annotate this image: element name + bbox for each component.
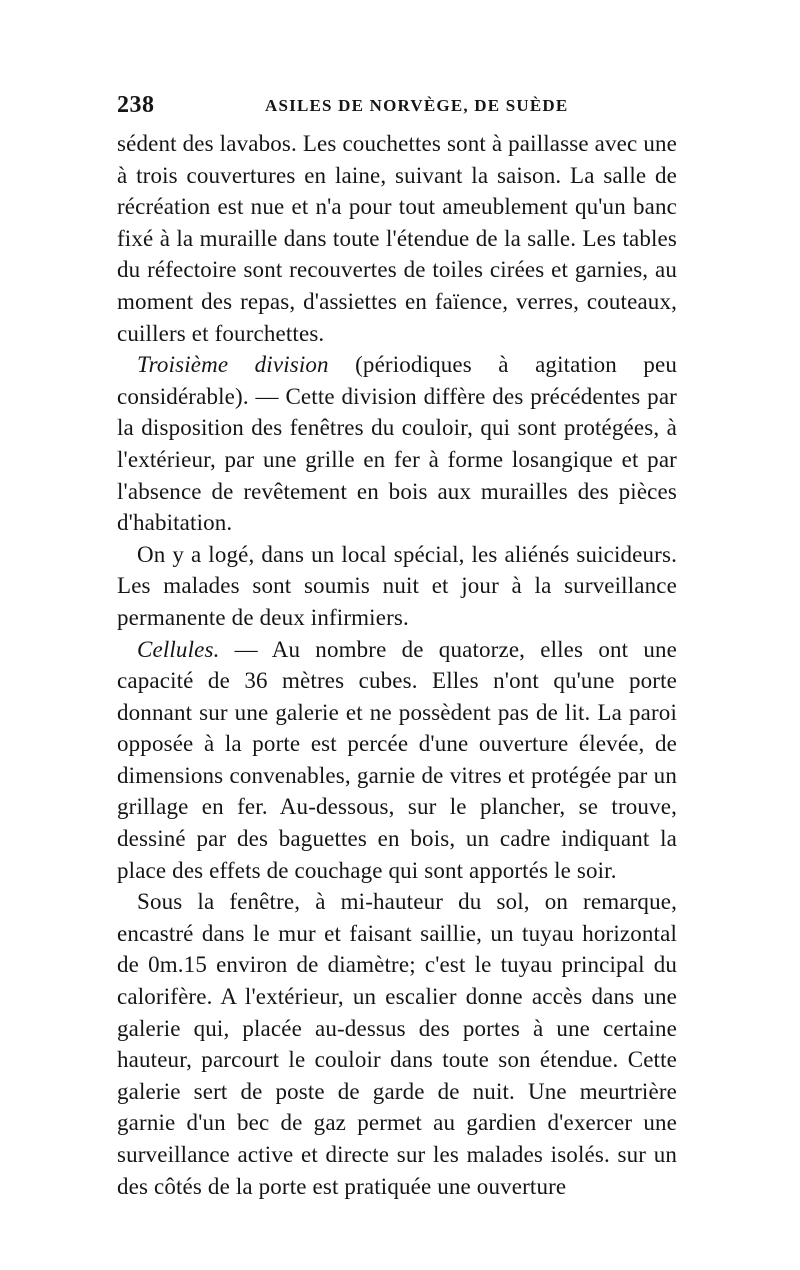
paragraph-text: Sous la fenêtre, à mi-hauteur du sol, on remarque, encastré dans le mur et faisant saillie, un tuyau horizontal de 0m.15 environ de diamètre; c'est le tuyau principal du calorifère. A l'extérieur, un escalier donne accès dans une galerie qui, placée au-dessus des portes à une certaine hauteur, parcourt le couloir dans toute son étendue. Cette galerie sert de poste de garde de nuit. Une meurtrière garnie d'un bec de gaz permet au gardien d'exercer une surveillance active et directe sur les malades isolés. sur un des côtés de la porte est pratiquée une ouverture: [117, 889, 677, 1199]
paragraph-fenetre: [117, 886, 677, 1202]
paragraph-text: On y a logé, dans un local spécial, les aliénés suicideurs. Les malades sont soumis nuit et jour à la surveillance permanente de deux infirmiers.: [117, 541, 677, 630]
paragraph-text: — Au nombre de quatorze, elles ont une capacité de 36 mètres cubes. Elles n'ont qu'une porte donnant sur une galerie et ne possèdent pas de lit. La paroi opposée à la porte est percée d'une ouverture élevée, de dimensions convenables, garnie de vitres et protégée par un grillage en fer. Au-dessous, sur le plancher, se trouve, dessiné par des baguettes en bois, un cadre indiquant la place des effets de couchage qui sont apportés le soir.: [117, 636, 677, 883]
paragraph-troisieme-division: [117, 349, 677, 539]
paragraph-suicideurs: [117, 539, 677, 634]
paragraph-cellules: [117, 634, 677, 887]
body-text: [117, 128, 677, 1202]
section-heading-cellules: Cellules.: [137, 636, 220, 662]
running-title: ASILES DE NORVÈGE, DE SUÈDE: [265, 96, 569, 115]
section-heading-troisieme-division: Troisième division: [137, 352, 329, 378]
paragraph-lavabos: [117, 128, 677, 349]
paragraph-text: (périodiques à agitation peu considérable). — Cette division diffère des précédentes par la disposition des fenêtres du couloir, qui sont protégées, à l'extérieur, par une grille en fer à forme losangique et par l'absence de revêtement en bois aux murailles des pièces d'habitation.: [117, 352, 677, 536]
paragraph-text: sédent des lavabos. Les couchettes sont à paillasse avec une à trois couvertures en laine, suivant la saison. La salle de récréation est nue et n'a pour tout ameublement qu'un banc fixé à la muraille dans toute l'étendue de la salle. Les tables du réfectoire sont recouvertes de toiles cirées et garnies, au moment des repas, d'assiettes en faïence, verres, couteaux, cuillers et fourchettes.: [117, 131, 677, 346]
page-header: [117, 92, 677, 122]
page-number: 238: [117, 92, 155, 118]
